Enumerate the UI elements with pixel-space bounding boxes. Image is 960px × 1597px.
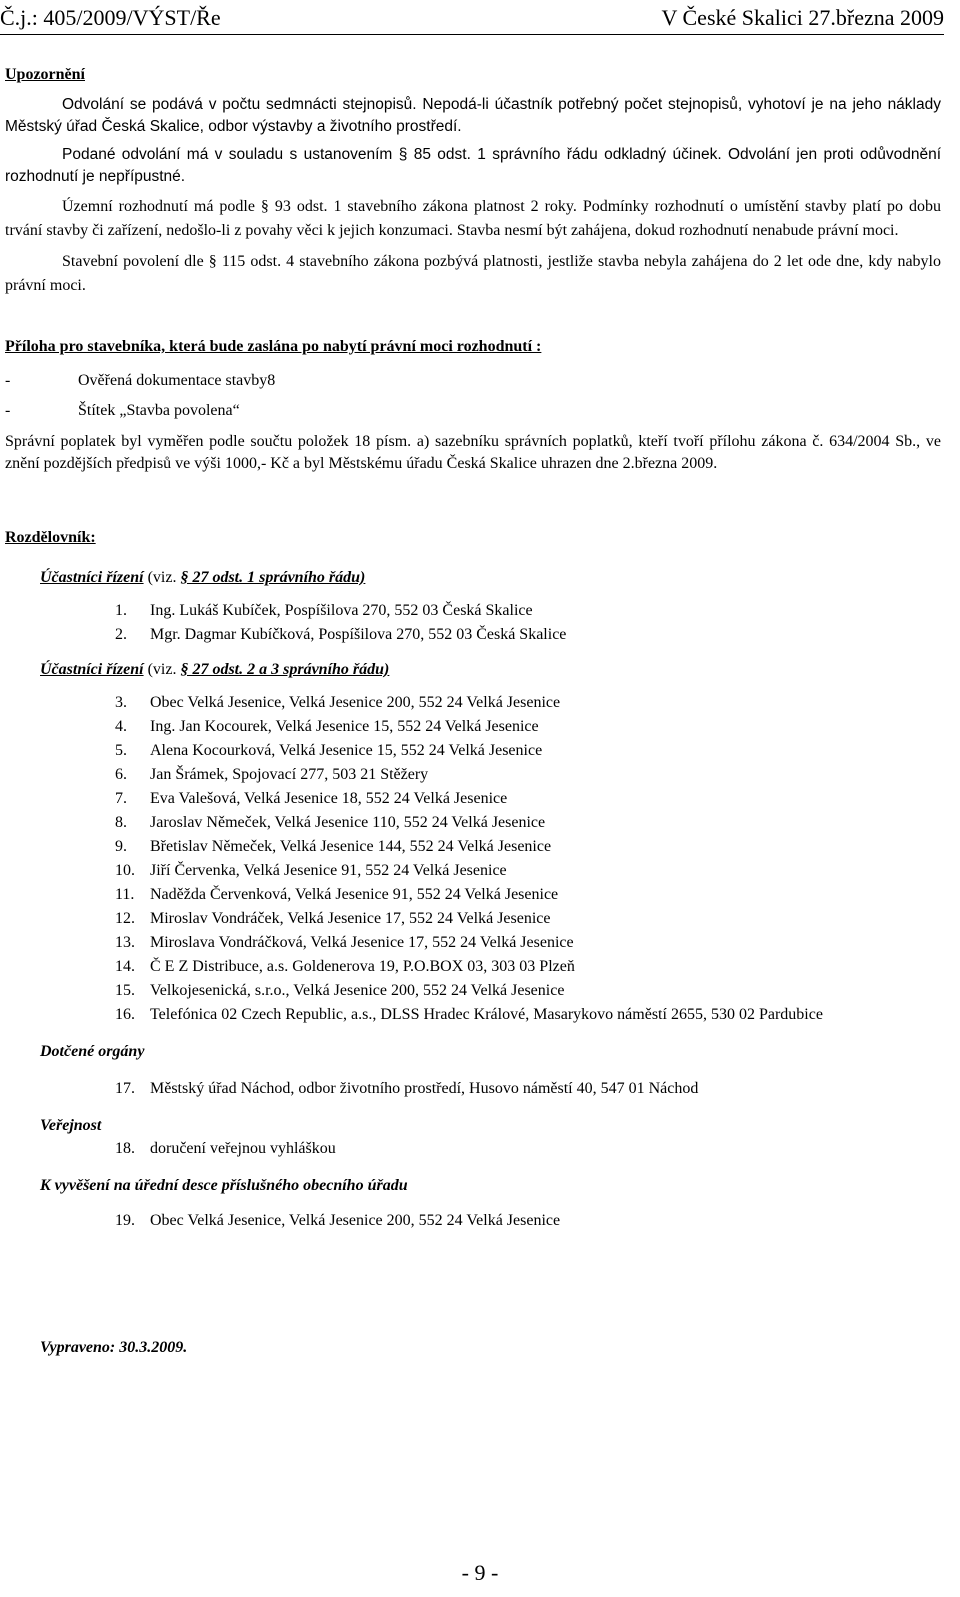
list-item	[5, 787, 941, 811]
list-item: - Štítek „Stavba povolena“	[5, 402, 240, 419]
list-item	[5, 599, 941, 623]
list-item-number: 8.	[115, 814, 127, 831]
list-item	[5, 883, 941, 907]
notice-title: Upozornění	[5, 66, 85, 83]
page-number: - 9 -	[461, 1560, 499, 1585]
list-item-number: 2.	[115, 626, 127, 643]
notice-paragraph-permit: Stavební povolení dle § 115 odst. 4 stavebního zákona pozbývá platnosti, jestliže stavba nebyla zahájena do 2 let ode dne, kdy nabylo právní moci.	[5, 253, 941, 294]
list-item	[5, 623, 941, 647]
list-item-number: 12.	[115, 910, 135, 927]
page-header	[0, 4, 944, 35]
list-item	[5, 1209, 941, 1233]
distribution-list-5	[5, 1209, 941, 1233]
list-item	[5, 979, 941, 1003]
document-body	[5, 64, 941, 1359]
list-item-number: 4.	[115, 718, 127, 735]
list-item	[5, 763, 941, 787]
list-item	[5, 715, 941, 739]
list-item-text: Břetislav Němeček, Velká Jesenice 144, 552 24 Velká Jesenice	[150, 838, 552, 855]
list-item-text: Naděžda Červenková, Velká Jesenice 91, 552 24 Velká Jesenice	[150, 886, 559, 903]
group-heading-authorities: Dotčené orgány	[40, 1043, 145, 1060]
reference-number: Č.j.: 405/2009/VÝST/Ře	[0, 5, 221, 30]
list-item-text: Telefónica 02 Czech Republic, a.s., DLSS Hradec Králové, Masarykovo náměstí 2655, 530 02 Pardubice	[150, 1006, 823, 1023]
group-heading-noticeboard: K vyvěšení na úřední desce příslušného obecního úřadu	[40, 1177, 408, 1194]
list-item-text: Ing. Lukáš Kubíček, Pospíšilova 270, 552 03 Česká Skalice	[150, 602, 533, 619]
list-item-number: 16.	[115, 1006, 135, 1023]
distribution-list-1	[5, 599, 941, 647]
list-item-text: Miroslava Vondráčková, Velká Jesenice 17, 552 24 Velká Jesenice	[150, 934, 574, 951]
notice-paragraph-appeal: Podané odvolání má v souladu s ustanovením § 85 odst. 1 správního řádu odkladný účinek. Odvolání jen proti odůvodnění rozhodnutí je nepřípustné.	[5, 146, 941, 185]
list-item-text: Jaroslav Němeček, Velká Jesenice 110, 552 24 Velká Jesenice	[150, 814, 546, 831]
list-item	[5, 955, 941, 979]
list-item-text: Obec Velká Jesenice, Velká Jesenice 200, 552 24 Velká Jesenice	[150, 1212, 561, 1229]
list-item-number: 11.	[115, 886, 135, 903]
list-item	[5, 1077, 941, 1101]
list-item-number: 6.	[115, 766, 127, 783]
distribution-list-4	[5, 1137, 941, 1161]
list-item	[5, 691, 941, 715]
fee-paragraph: Správní poplatek byl vyměřen podle součtu položek 18 písm. a) sazebníku správních poplatků, kteří tvoří přílohu zákona č. 634/2004 Sb., ve znění pozdějších předpisů ve výši 1000,- Kč a byl Městskému úřadu Česká Skalice uhrazen dne 2.března 2009.	[5, 433, 941, 472]
list-item	[5, 1003, 941, 1027]
list-item-text: Mgr. Dagmar Kubíčková, Pospíšilova 270, 552 03 Česká Skalice	[150, 626, 567, 643]
list-item-text: Č E Z Distribuce, a.s. Goldenerova 19, P.O.BOX 03, 303 03 Plzeň	[150, 958, 575, 975]
list-item	[5, 811, 941, 835]
list-item-text: Městský úřad Náchod, odbor životního prostředí, Husovo náměstí 40, 547 01 Náchod	[150, 1080, 699, 1097]
list-item-number: 1.	[115, 602, 127, 619]
list-item-text: Jan Šrámek, Spojovací 277, 503 21 Stěžery	[150, 766, 429, 783]
list-item-number: 15.	[115, 982, 135, 999]
list-item-number: 10.	[115, 862, 135, 879]
notice-paragraph-zoning: Územní rozhodnutí má podle § 93 odst. 1 stavebního zákona platnost 2 roky. Podmínky rozhodnutí o umístění stavby platí po dobu trvání stavby či zařízení, nedošlo-li z povahy věci k jejich konzumaci. Stavba nesmí být zahájena, dokud rozhodnutí nenabude právní moci.	[5, 198, 941, 239]
distribution-list-3	[5, 1077, 941, 1101]
distribution-title: Rozdělovník:	[5, 529, 96, 546]
list-item	[5, 1137, 941, 1161]
list-item-number: 13.	[115, 934, 135, 951]
list-item-text: Miroslav Vondráček, Velká Jesenice 17, 552 24 Velká Jesenice	[150, 910, 551, 927]
list-item-number: 5.	[115, 742, 127, 759]
list-item-text: Jiří Červenka, Velká Jesenice 91, 552 24 Velká Jesenice	[150, 862, 507, 879]
sent-date: Vypraveno: 30.3.2009.	[40, 1339, 188, 1356]
list-item-text: Alena Kocourková, Velká Jesenice 15, 552 24 Velká Jesenice	[150, 742, 543, 759]
attachment-title: Příloha pro stavebníka, která bude zaslána po nabytí právní moci rozhodnutí :	[5, 338, 542, 355]
list-item	[5, 931, 941, 955]
list-item-number: 19.	[115, 1212, 135, 1229]
group-heading-participants-1: Účastníci řízení (viz. § 27 odst. 1 správního řádu)	[40, 569, 366, 586]
list-item-number: 14.	[115, 958, 135, 975]
list-item-text: Velkojesenická, s.r.o., Velká Jesenice 200, 552 24 Velká Jesenice	[150, 982, 565, 999]
list-item	[5, 859, 941, 883]
list-item-text: doručení veřejnou vyhláškou	[150, 1140, 336, 1157]
list-item-number: 9.	[115, 838, 127, 855]
list-item-number: 3.	[115, 694, 127, 711]
list-item	[5, 835, 941, 859]
distribution-list-2	[5, 691, 941, 1027]
attachment-list	[5, 366, 941, 426]
group-heading-public: Veřejnost	[40, 1117, 102, 1134]
list-item: - Ověřená dokumentace stavby8	[5, 372, 276, 389]
list-item	[5, 907, 941, 931]
group-heading-participants-2: Účastníci řízení (viz. § 27 odst. 2 a 3 správního řádu)	[40, 661, 390, 678]
list-item	[5, 739, 941, 763]
list-item-text: Ing. Jan Kocourek, Velká Jesenice 15, 552 24 Velká Jesenice	[150, 718, 539, 735]
list-item-number: 7.	[115, 790, 127, 807]
list-item-text: Obec Velká Jesenice, Velká Jesenice 200, 552 24 Velká Jesenice	[150, 694, 561, 711]
place-and-date: V České Skalici 27.března 2009	[661, 5, 944, 30]
list-item-number: 17.	[115, 1080, 135, 1097]
list-item-number: 18.	[115, 1140, 135, 1157]
list-item-text: Eva Valešová, Velká Jesenice 18, 552 24 Velká Jesenice	[150, 790, 508, 807]
notice-paragraph-copies: Odvolání se podává v počtu sedmnácti stejnopisů. Nepodá-li účastník potřebný počet stejnopisů, vyhotoví je na jeho náklady Městský úřad Česká Skalice, odbor výstavby a životního prostředí.	[5, 96, 941, 135]
